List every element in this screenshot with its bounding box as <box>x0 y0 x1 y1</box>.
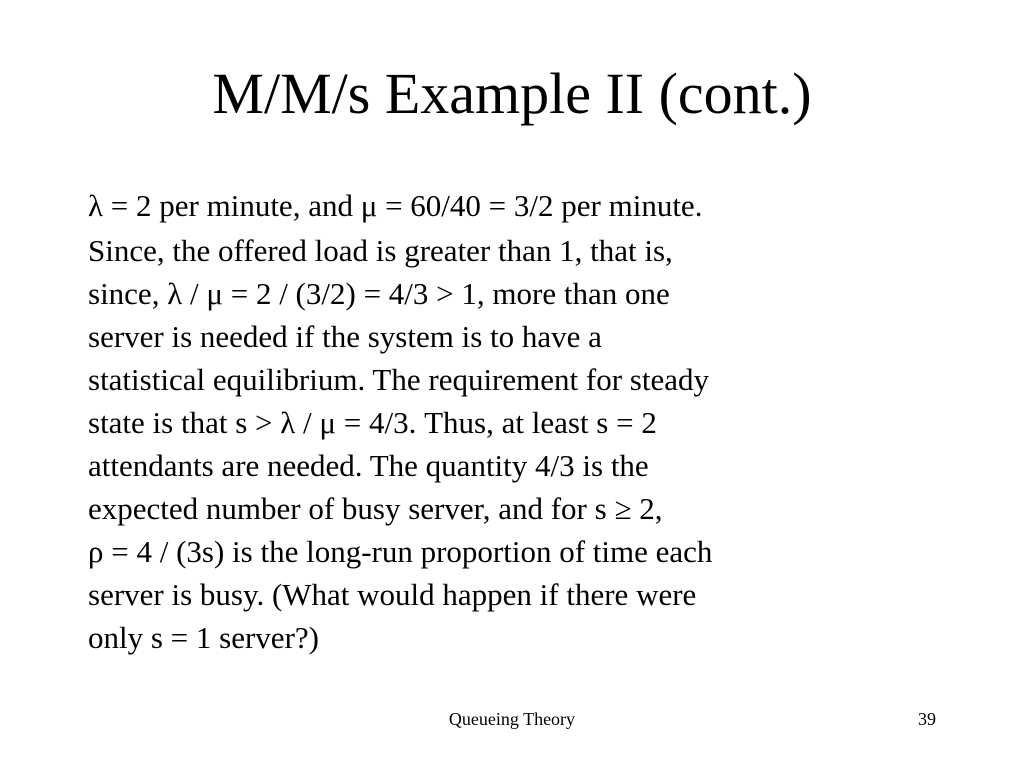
slide-body <box>88 184 948 661</box>
paragraph-line: expected number of busy server, and for s ≥ 2, <box>88 491 663 526</box>
paragraph-line: only s = 1 server?) <box>88 620 319 655</box>
paragraph-line: state is that s > λ / μ = 4/3. Thus, at least s = 2 <box>88 405 657 440</box>
paragraph-line: ρ = 4 / (3s) is the long-run proportion of time each <box>88 534 713 569</box>
paragraph-line: server is needed if the system is to have a <box>88 319 602 354</box>
body-paragraph-explanation <box>88 229 948 659</box>
paragraph-line: since, λ / μ = 2 / (3/2) = 4/3 > 1, more than one <box>88 276 670 311</box>
paragraph-line: server is busy. (What would happen if there were <box>88 577 697 612</box>
paragraph-line: Since, the offered load is greater than 1, that is, <box>88 233 673 268</box>
paragraph-line: statistical equilibrium. The requirement for steady <box>88 362 709 397</box>
paragraph-line: attendants are needed. The quantity 4/3 is the <box>88 448 649 483</box>
page-number: 39 <box>918 709 936 729</box>
body-paragraph-rates: λ = 2 per minute, and μ = 60/40 = 3/2 per minute. <box>88 188 703 223</box>
footer-title: Queueing Theory <box>448 709 576 729</box>
slide-title: M/M/s Example II (cont.) <box>212 61 812 126</box>
